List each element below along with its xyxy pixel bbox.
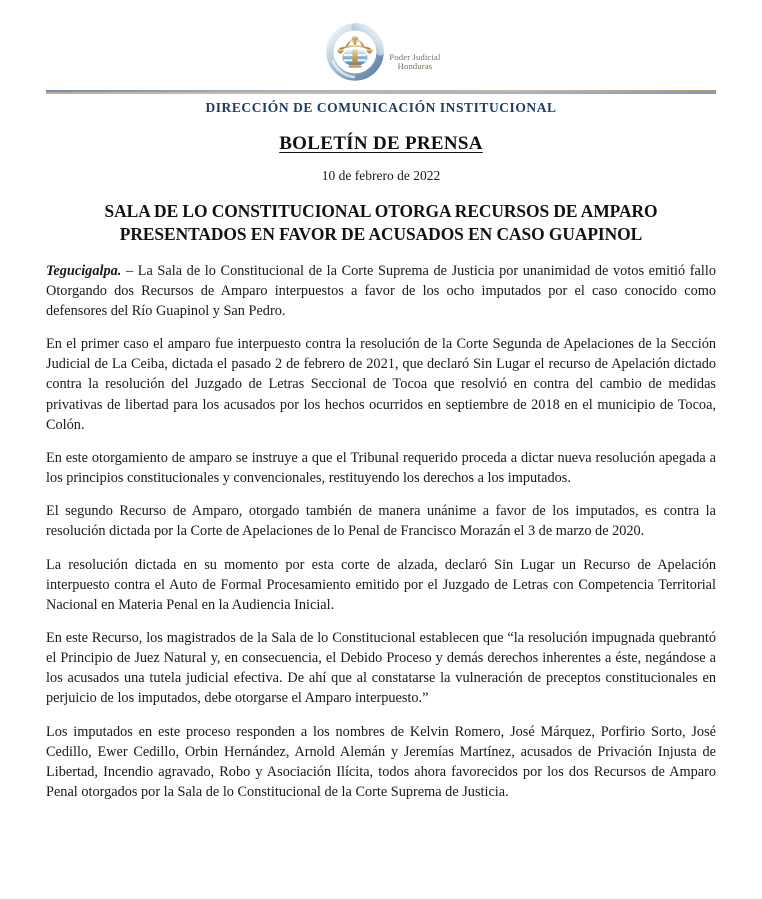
logo-wordmark bbox=[389, 53, 440, 71]
paragraph: En este Recurso, los magistrados de la Sala de lo Constitucional establecen que “la resolución impugnada quebrantó el Principio de Juez Natural y, en consecuencia, el Debido Proceso y demás derechos inherentes a éste, negándose a los acusados una tutela judicial efectiva. De ahí que al constatarse la vulneración de preceptos constitucionales en perjuicio de los imputados, debe otorgarse el Amparo interpuesto.” bbox=[46, 630, 716, 707]
paragraph: En este otorgamiento de amparo se instruye a que el Tribunal requerido proceda a dictar nueva resolución apegada a los principios constitucionales y convencionales, restituyendo los derechos a los imputados. bbox=[46, 449, 716, 487]
logo-wordmark-line1: Poder Judicial bbox=[389, 51, 441, 62]
logo-wordmark-line2: Honduras bbox=[397, 61, 433, 71]
poder-judicial-seal-icon bbox=[321, 19, 389, 85]
department-title: DIRECCIÓN DE COMUNICACIÓN INSTITUCIONAL bbox=[205, 100, 557, 115]
paragraph: La resolución dictada en su momento por esta corte de alzada, declaró Sin Lugar un Recurso de Apelación interpuesto contra el Auto de Formal Procesamiento emitido por el Juzgado de Letras con Competencia Territorial Nacional en Materia Penal en la Audiencia Inicial. bbox=[46, 556, 716, 613]
institution-logo bbox=[321, 18, 440, 86]
lead-paragraph bbox=[46, 261, 716, 321]
paragraph: Los imputados en este proceso responden a los nombres de Kelvin Romero, José Márquez, Porfirio Sorto, José Cedillo, Ewer Cedillo, Orbin Hernández, Arnold Alemán y Jeremías Martínez, acusados de Privación Injusta de Libertad, Incendio agravado, Robo y Asociación Ilícita, todos ahora favorecidos por los dos Recursos de Amparo Penal otorgados por la Sala de lo Constitucional de la Corte Suprema de Justicia. bbox=[46, 723, 716, 801]
page-title: SALA DE LO CONSTITUCIONAL OTORGA RECURSOS DE AMPARO PRESENTADOS EN FAVOR DE ACUSADOS EN CASO GUAPINOL bbox=[104, 200, 658, 244]
divider-bar-bottom bbox=[46, 92, 716, 94]
article-body bbox=[46, 261, 716, 803]
header-divider bbox=[46, 90, 716, 95]
lead-text: – La Sala de lo Constitucional de la Corte Suprema de Justicia por unanimidad de votos emitió fallo Otorgando dos Recursos de Amparo interpuestos a favor de los ocho imputados por el caso conocido como defensores del Río Guapinol y San Pedro. bbox=[46, 262, 716, 319]
letterhead bbox=[46, 0, 716, 116]
dateline: Tegucigalpa. bbox=[46, 262, 122, 279]
bulletin-title: BOLETÍN DE PRENSA bbox=[279, 133, 483, 154]
paragraph: En el primer caso el amparo fue interpuesto contra la resolución de la Corte Segunda de Apelaciones de la Sección Judicial de La Ceiba, dictada el pasado 2 de febrero de 2021, que declaró Sin Lugar el recurso de Apelación dictado contra la resolución del Juzgado de Letras Seccional de Tocoa que resolvió en contra del cambio de medidas privativas de libertad para los acusados por los hechos ocurridos en septiembre de 2018 en el municipio de Tocoa, Colón. bbox=[46, 336, 716, 433]
bulletin-date: 10 de febrero de 2022 bbox=[321, 167, 441, 183]
paragraph: El segundo Recurso de Amparo, otorgado también de manera unánime a favor de los imputados, es contra la resolución dictada por la Corte de Apelaciones de lo Penal de Francisco Morazán el 3 de marzo de 2020. bbox=[46, 503, 716, 540]
